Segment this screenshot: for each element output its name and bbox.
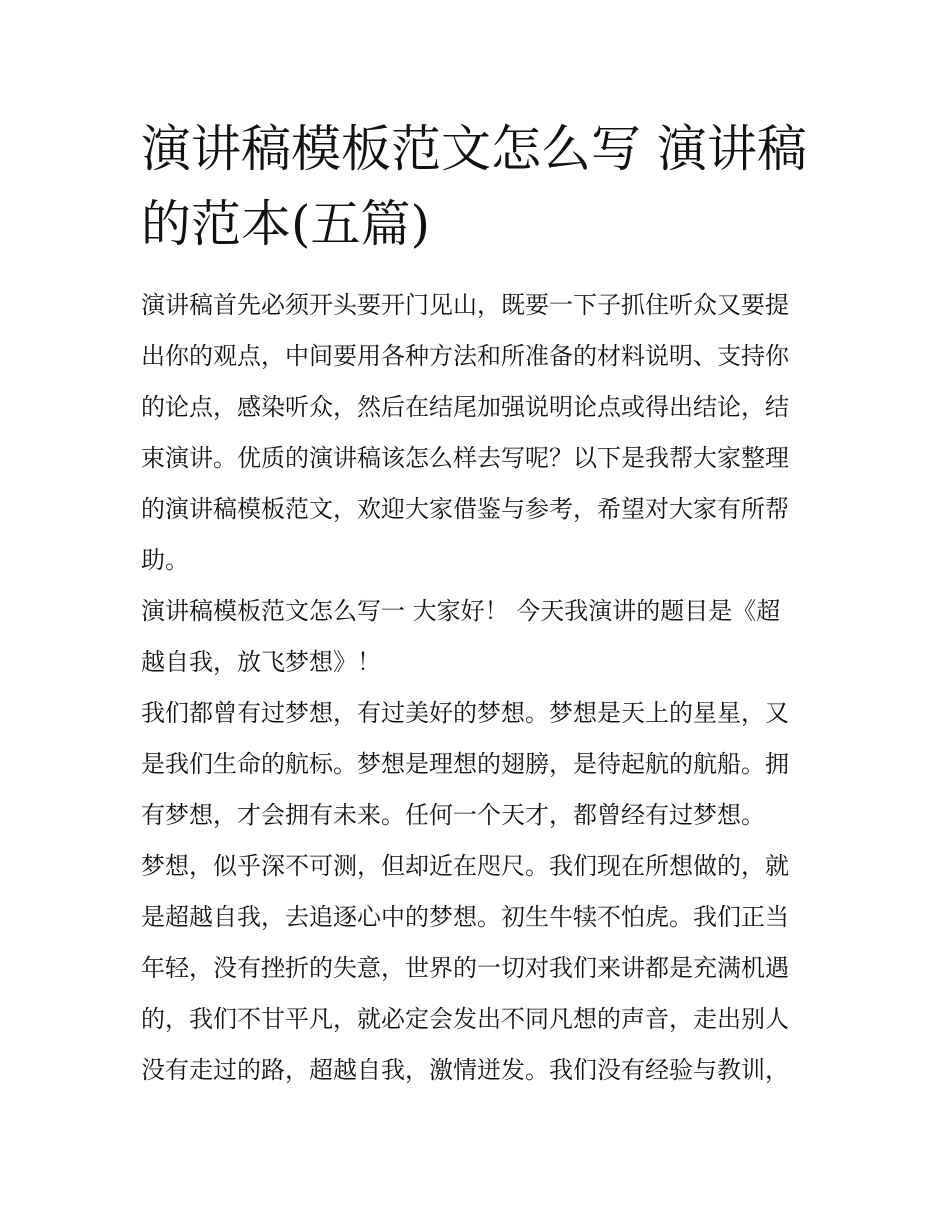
text-line: 是我们生命的航标。梦想是理想的翅膀，是待起航的航船。拥 bbox=[141, 750, 789, 778]
title-line: 的范本(五篇) bbox=[141, 195, 431, 253]
text-line: 束演讲。优质的演讲稿该怎么样去写呢？以下是我帮大家整理 bbox=[141, 444, 789, 472]
document-title bbox=[141, 112, 813, 262]
paragraph-speech-heading bbox=[141, 586, 813, 688]
text-line: 出你的观点，中间要用各种方法和所准备的材料说明、支持你 bbox=[141, 342, 789, 370]
text-line: 有梦想，才会拥有未来。任何一个天才，都曾经有过梦想。 bbox=[141, 801, 765, 829]
paragraph-dreams bbox=[141, 688, 813, 841]
title-line: 演讲稿模板范文怎么写 演讲稿 bbox=[141, 120, 807, 178]
text-line: 没有走过的路，超越自我，激情迸发。我们没有经验与教训， bbox=[141, 1056, 789, 1084]
text-line: 的论点，感染听众，然后在结尾加强说明论点或得出结论，结 bbox=[141, 393, 789, 421]
text-line: 梦想，似乎深不可测，但却近在咫尺。我们现在所想做的，就 bbox=[141, 852, 789, 880]
text-line: 越自我，放飞梦想》！ bbox=[141, 648, 381, 676]
text-line: 的，我们不甘平凡，就必定会发出不同凡想的声音，走出别人 bbox=[141, 1005, 789, 1033]
document-page bbox=[141, 112, 813, 1096]
text-line: 的演讲稿模板范文，欢迎大家借鉴与参考，希望对大家有所帮 bbox=[141, 495, 789, 523]
document-body bbox=[141, 280, 813, 1096]
text-line: 年轻，没有挫折的失意，世界的一切对我们来讲都是充满机遇 bbox=[141, 954, 789, 982]
text-line: 助。 bbox=[141, 546, 189, 574]
text-line: 演讲稿首先必须开头要开门见山，既要一下子抓住听众又要提 bbox=[141, 291, 789, 319]
paragraph-intro bbox=[141, 280, 813, 586]
text-line: 演讲稿模板范文怎么写一 大家好！ 今天我演讲的题目是《超 bbox=[141, 597, 781, 625]
paragraph-surpass-self bbox=[141, 841, 813, 1096]
text-line: 我们都曾有过梦想，有过美好的梦想。梦想是天上的星星，又 bbox=[141, 699, 789, 727]
text-line: 是超越自我，去追逐心中的梦想。初生牛犊不怕虎。我们正当 bbox=[141, 903, 789, 931]
